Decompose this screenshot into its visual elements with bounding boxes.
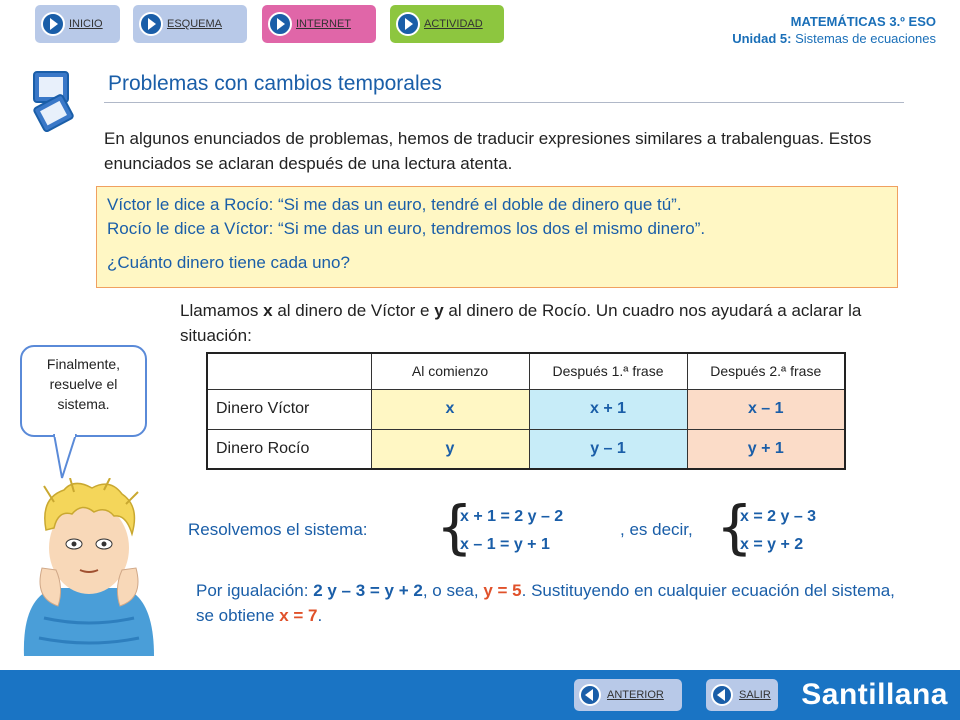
solve-label: Resolvemos el sistema: bbox=[188, 520, 368, 539]
play-arrow-icon bbox=[268, 12, 292, 36]
es-decir-text: , es decir, bbox=[620, 520, 693, 539]
equation: x – 1 = y + 1 bbox=[460, 536, 550, 553]
book-icon bbox=[30, 70, 78, 132]
result-y: y = 5 bbox=[483, 581, 522, 600]
variable-x: x bbox=[263, 301, 273, 320]
esquema-button[interactable] bbox=[133, 5, 247, 43]
table-corner-cell bbox=[207, 353, 371, 389]
system-simplified bbox=[740, 503, 816, 559]
situation-table bbox=[206, 352, 846, 470]
variable-y: y bbox=[434, 301, 444, 320]
table-header-cell: Al comienzo bbox=[371, 353, 529, 389]
back-arrow-icon bbox=[711, 684, 733, 706]
table-cell: y – 1 bbox=[529, 429, 687, 469]
equation: x = y + 2 bbox=[740, 536, 804, 553]
intro-text: En algunos enunciados de problemas, hemos de traducir expresiones similares a trabalenguas. Estos enunciados se aclaran después de una lectura atenta. bbox=[104, 129, 872, 173]
salir-button[interactable] bbox=[706, 679, 778, 711]
top-navigation bbox=[0, 5, 960, 45]
internet-label: INTERNET bbox=[296, 18, 351, 30]
play-arrow-icon bbox=[41, 12, 65, 36]
santillana-logo: Santillana bbox=[801, 678, 948, 711]
final-text: , o sea, bbox=[422, 581, 484, 600]
table-cell: y + 1 bbox=[687, 429, 845, 469]
problem-question: ¿Cuánto dinero tiene cada uno? bbox=[107, 253, 350, 272]
table-header-row bbox=[207, 353, 845, 389]
unit-label: Unidad 5: bbox=[732, 31, 792, 46]
table-cell: x bbox=[371, 389, 529, 429]
final-equation: 2 y – 3 = y + 2 bbox=[313, 581, 423, 600]
table-header-cell: Después 1.ª frase bbox=[529, 353, 687, 389]
table-cell: x – 1 bbox=[687, 389, 845, 429]
speech-bubble: Finalmente, resuelve el sistema. bbox=[20, 345, 147, 437]
llamamos-text-b: al dinero de Víctor e bbox=[272, 301, 435, 320]
title-divider bbox=[104, 102, 904, 103]
table-header-cell: Después 2.ª frase bbox=[687, 353, 845, 389]
result-x: x = 7 bbox=[279, 606, 318, 625]
final-text: . bbox=[317, 606, 323, 625]
salir-label: SALIR bbox=[739, 689, 771, 701]
left-brace-icon: { bbox=[436, 493, 473, 561]
table-cell: y bbox=[371, 429, 529, 469]
table-row bbox=[207, 389, 845, 429]
problem-line-1: Víctor le dice a Rocío: “Si me das un euro, tendré el doble de dinero que tú”. bbox=[107, 195, 682, 214]
system-original bbox=[460, 503, 563, 559]
subject-label: MATEMÁTICAS 3.º ESO bbox=[790, 14, 936, 29]
header-info bbox=[732, 13, 936, 47]
row-label: Dinero Víctor bbox=[207, 389, 371, 429]
esquema-label: ESQUEMA bbox=[167, 18, 223, 30]
unit-title: Sistemas de ecuaciones bbox=[795, 31, 936, 46]
equation: x = 2 y – 3 bbox=[740, 508, 817, 525]
anterior-label: ANTERIOR bbox=[607, 689, 664, 701]
solution-text bbox=[196, 578, 916, 628]
actividad-label: ACTIVIDAD bbox=[424, 18, 483, 30]
llamamos-text-a: Llamamos bbox=[180, 301, 264, 320]
problem-box bbox=[96, 186, 898, 288]
left-brace-icon: { bbox=[716, 493, 753, 561]
variables-explanation bbox=[180, 298, 920, 348]
table-row bbox=[207, 429, 845, 469]
equation: x + 1 = 2 y – 2 bbox=[460, 508, 564, 525]
table-cell: x + 1 bbox=[529, 389, 687, 429]
internet-button[interactable] bbox=[262, 5, 376, 43]
actividad-button[interactable] bbox=[390, 5, 504, 43]
inicio-button[interactable] bbox=[35, 5, 120, 43]
footer-bar bbox=[0, 670, 960, 720]
back-arrow-icon bbox=[579, 684, 601, 706]
llamamos-text-c: al dinero de Rocío. Un cuadro nos ayudará a aclarar la situación: bbox=[180, 301, 862, 345]
problem-line-2: Rocío le dice a Víctor: “Si me das un euro, tendremos los dos el mismo dinero”. bbox=[107, 219, 706, 238]
play-arrow-icon bbox=[396, 12, 420, 36]
play-arrow-icon bbox=[139, 12, 163, 36]
page-title: Problemas con cambios temporales bbox=[108, 72, 442, 95]
speech-bubble-tail bbox=[52, 434, 92, 480]
final-text: Por igualación: bbox=[196, 581, 314, 600]
thinking-student-illustration bbox=[14, 478, 164, 656]
final-text: . Sustituyendo en cualquier ecuación del sistema, se obtiene bbox=[196, 581, 895, 625]
inicio-label: INICIO bbox=[69, 18, 103, 30]
row-label: Dinero Rocío bbox=[207, 429, 371, 469]
anterior-button[interactable] bbox=[574, 679, 682, 711]
